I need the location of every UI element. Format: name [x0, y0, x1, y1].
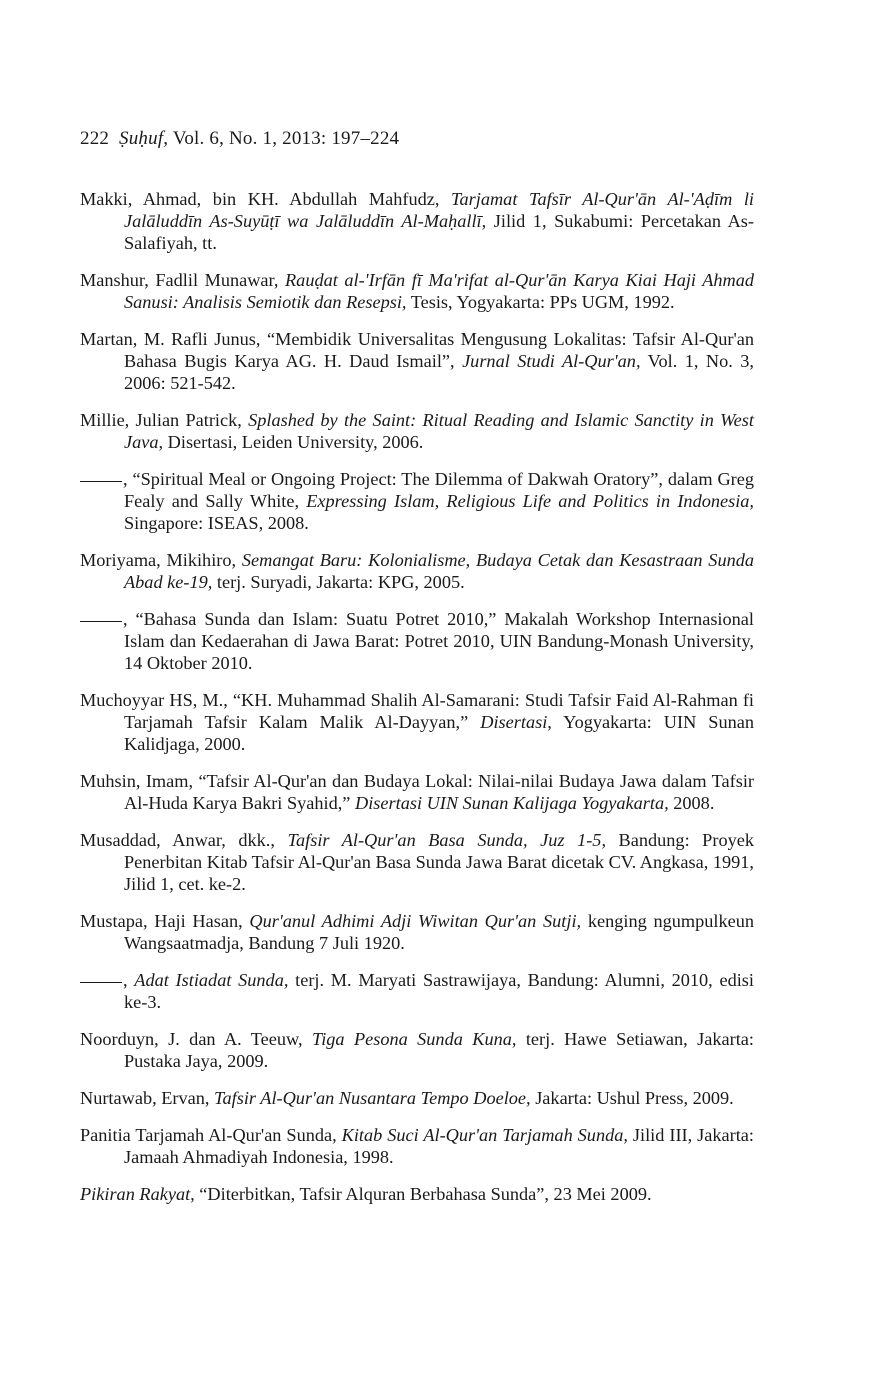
reference-entry: Noorduyn, J. dan A. Teeuw, Tiga Pesona Sunda Kuna, terj. Hawe Setiawan, Jakarta: Pustaka Jaya, 2009.	[80, 1029, 754, 1071]
reference-entry: Musaddad, Anwar, dkk., Tafsir Al-Qur'an Basa Sunda, Juz 1-5, Bandung: Proyek Penerbitan Kitab Tafsir Al-Qur'an Basa Sunda Jawa Barat dicetak CV. Angkasa, 1991, Jilid 1, cet. ke-2.	[80, 830, 754, 894]
reference-list	[80, 188, 754, 1220]
reference-entry: Muchoyyar HS, M., “KH. Muhammad Shalih Al-Samarani: Studi Tafsir Faid Al-Rahman fi Tarjamah Tafsir Kalam Malik Al-Dayyan,” Disertasi, Yogyakarta: UIN Sunan Kalidjaga, 2000.	[80, 690, 755, 754]
reference-entry: , “Bahasa Sunda dan Islam: Suatu Potret 2010,” Makalah Workshop Internasional Islam dan Kedaerahan di Jawa Barat: Potret 2010, UIN Bandung-Monash University, 14 Oktober 2010.	[80, 608, 754, 674]
reference-entry: Panitia Tarjamah Al-Qur'an Sunda, Kitab Suci Al-Qur'an Tarjamah Sunda, Jilid III, Jakarta: Jamaah Ahmadiyah Indonesia, 1998.	[80, 1125, 754, 1167]
page-number: 222	[80, 128, 110, 149]
repeat-author-dash	[80, 481, 122, 482]
repeat-author-dash	[80, 982, 122, 983]
reference-entry: Millie, Julian Patrick, Splashed by the Saint: Ritual Reading and Islamic Sanctity in West Java, Disertasi, Leiden University, 2006.	[80, 410, 754, 452]
reference-entry: , Adat Istiadat Sunda, terj. M. Maryati Sastrawijaya, Bandung: Alumni, 2010, edisi ke-3.	[80, 969, 754, 1013]
repeat-author-dash	[80, 621, 122, 622]
reference-entry: Manshur, Fadlil Munawar, Rauḍat al-'Irfān fī Ma'rifat al-Qur'ān Karya Kiai Haji Ahmad Sanusi: Analisis Semiotik dan Resepsi, Tesis, Yogyakarta: PPs UGM, 1992.	[80, 270, 754, 312]
reference-entry: Makki, Ahmad, bin KH. Abdullah Mahfudz, Tarjamat Tafsīr Al-Qur'ān Al-'Aḍīm li Jalāluddīn As-Suyūṭī wa Jalāluddīn Al-Maḥallī, Jilid 1, Sukabumi: Percetakan As-Salafiyah, tt.	[80, 189, 755, 253]
issue-details: Vol. 6, No. 1, 2013: 197–224	[172, 128, 400, 149]
journal-title: Ṣuḥuf,	[119, 128, 169, 149]
reference-entry: Mustapa, Haji Hasan, Qur'anul Adhimi Adji Wiwitan Qur'an Sutji, kenging ngumpulkeun Wangsaatmadja, Bandung 7 Juli 1920.	[80, 911, 754, 953]
reference-entry: Martan, M. Rafli Junus, “Membidik Universalitas Mengusung Lokalitas: Tafsir Al-Qur'an Bahasa Bugis Karya AG. H. Daud Ismail”, Jurnal Studi Al-Qur'an, Vol. 1, No. 3, 2006: 521-542.	[80, 329, 754, 393]
reference-entry: Nurtawab, Ervan, Tafsir Al-Qur'an Nusantara Tempo Doeloe, Jakarta: Ushul Press, 2009.	[80, 1088, 734, 1108]
reference-entry: Moriyama, Mikihiro, Semangat Baru: Kolonialisme, Budaya Cetak dan Kesastraan Sunda Abad ke-19, terj. Suryadi, Jakarta: KPG, 2005.	[80, 550, 755, 592]
running-head	[80, 128, 399, 150]
reference-entry: Pikiran Rakyat, “Diterbitkan, Tafsir Alquran Berbahasa Sunda”, 23 Mei 2009.	[80, 1184, 652, 1204]
reference-entry: , “Spiritual Meal or Ongoing Project: The Dilemma of Dakwah Oratory”, dalam Greg Fealy and Sally White, Expressing Islam, Religious Life and Politics in Indonesia, Singapore: ISEAS, 2008.	[80, 468, 754, 534]
reference-entry: Muhsin, Imam, “Tafsir Al-Qur'an dan Budaya Lokal: Nilai-nilai Budaya Jawa dalam Tafsir Al-Huda Karya Bakri Syahid,” Disertasi UIN Sunan Kalijaga Yogyakarta, 2008.	[80, 771, 754, 813]
